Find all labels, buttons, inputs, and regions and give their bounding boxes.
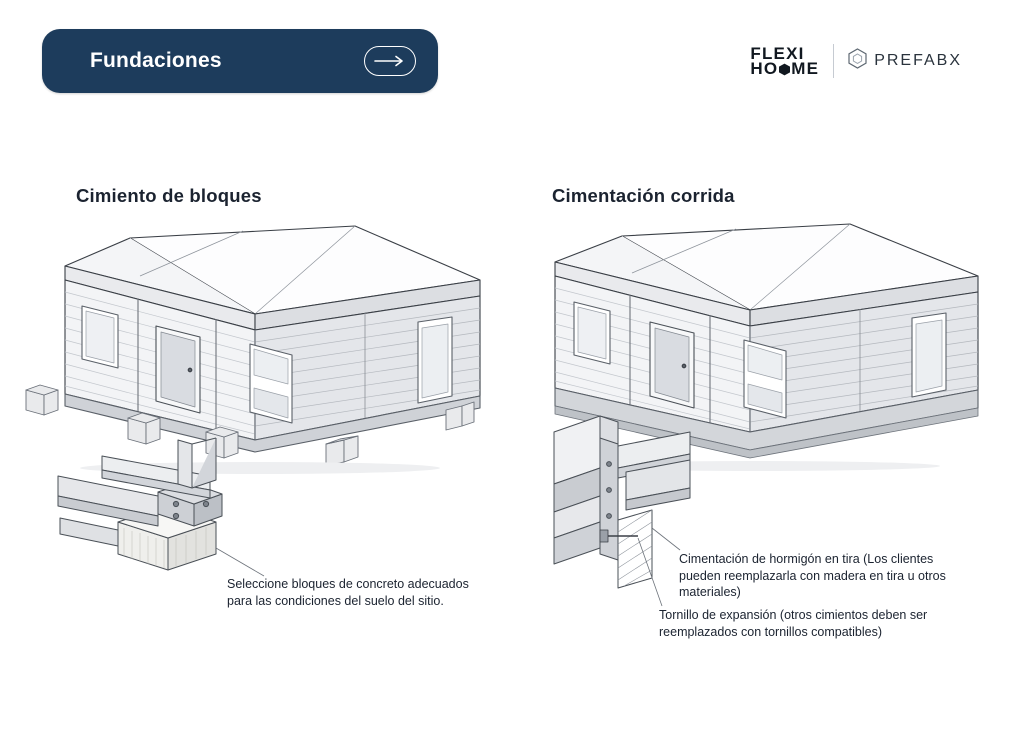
flexihome-line2: HO ME <box>750 59 820 78</box>
arrow-right-icon <box>364 46 416 76</box>
prefabx-wordmark: PREFABX <box>874 52 962 69</box>
flexihome-logo <box>750 46 819 76</box>
caption-block-foundation: Seleccione bloques de concreto adecuados para las condiciones del suelo del sitio. <box>227 577 469 608</box>
caption-expansion-bolt: Tornillo de expansión (otros cimientos deben ser reemplazados con tornillos compatibles) <box>659 608 928 639</box>
heading-block-foundation: Cimiento de bloques <box>76 185 262 206</box>
flexihome-line1: FLEXI <box>750 44 805 63</box>
page-header <box>0 0 1024 120</box>
caption-strip-concrete: Cimentación de hormigón en tira (Los clientes pueden reemplazarla con madera en tira u otros materiales) <box>679 552 946 599</box>
brand-logos <box>750 44 962 78</box>
left-foundation-detail <box>40 430 260 580</box>
page-title: Fundaciones <box>90 49 222 72</box>
prefabx-logo <box>848 48 962 74</box>
hexagon-icon <box>778 63 791 76</box>
section-title-pill <box>42 29 438 93</box>
heading-strip-foundation: Cimentación corrida <box>552 185 735 206</box>
hexagon-outline-icon <box>848 48 867 74</box>
brand-divider <box>833 44 834 78</box>
